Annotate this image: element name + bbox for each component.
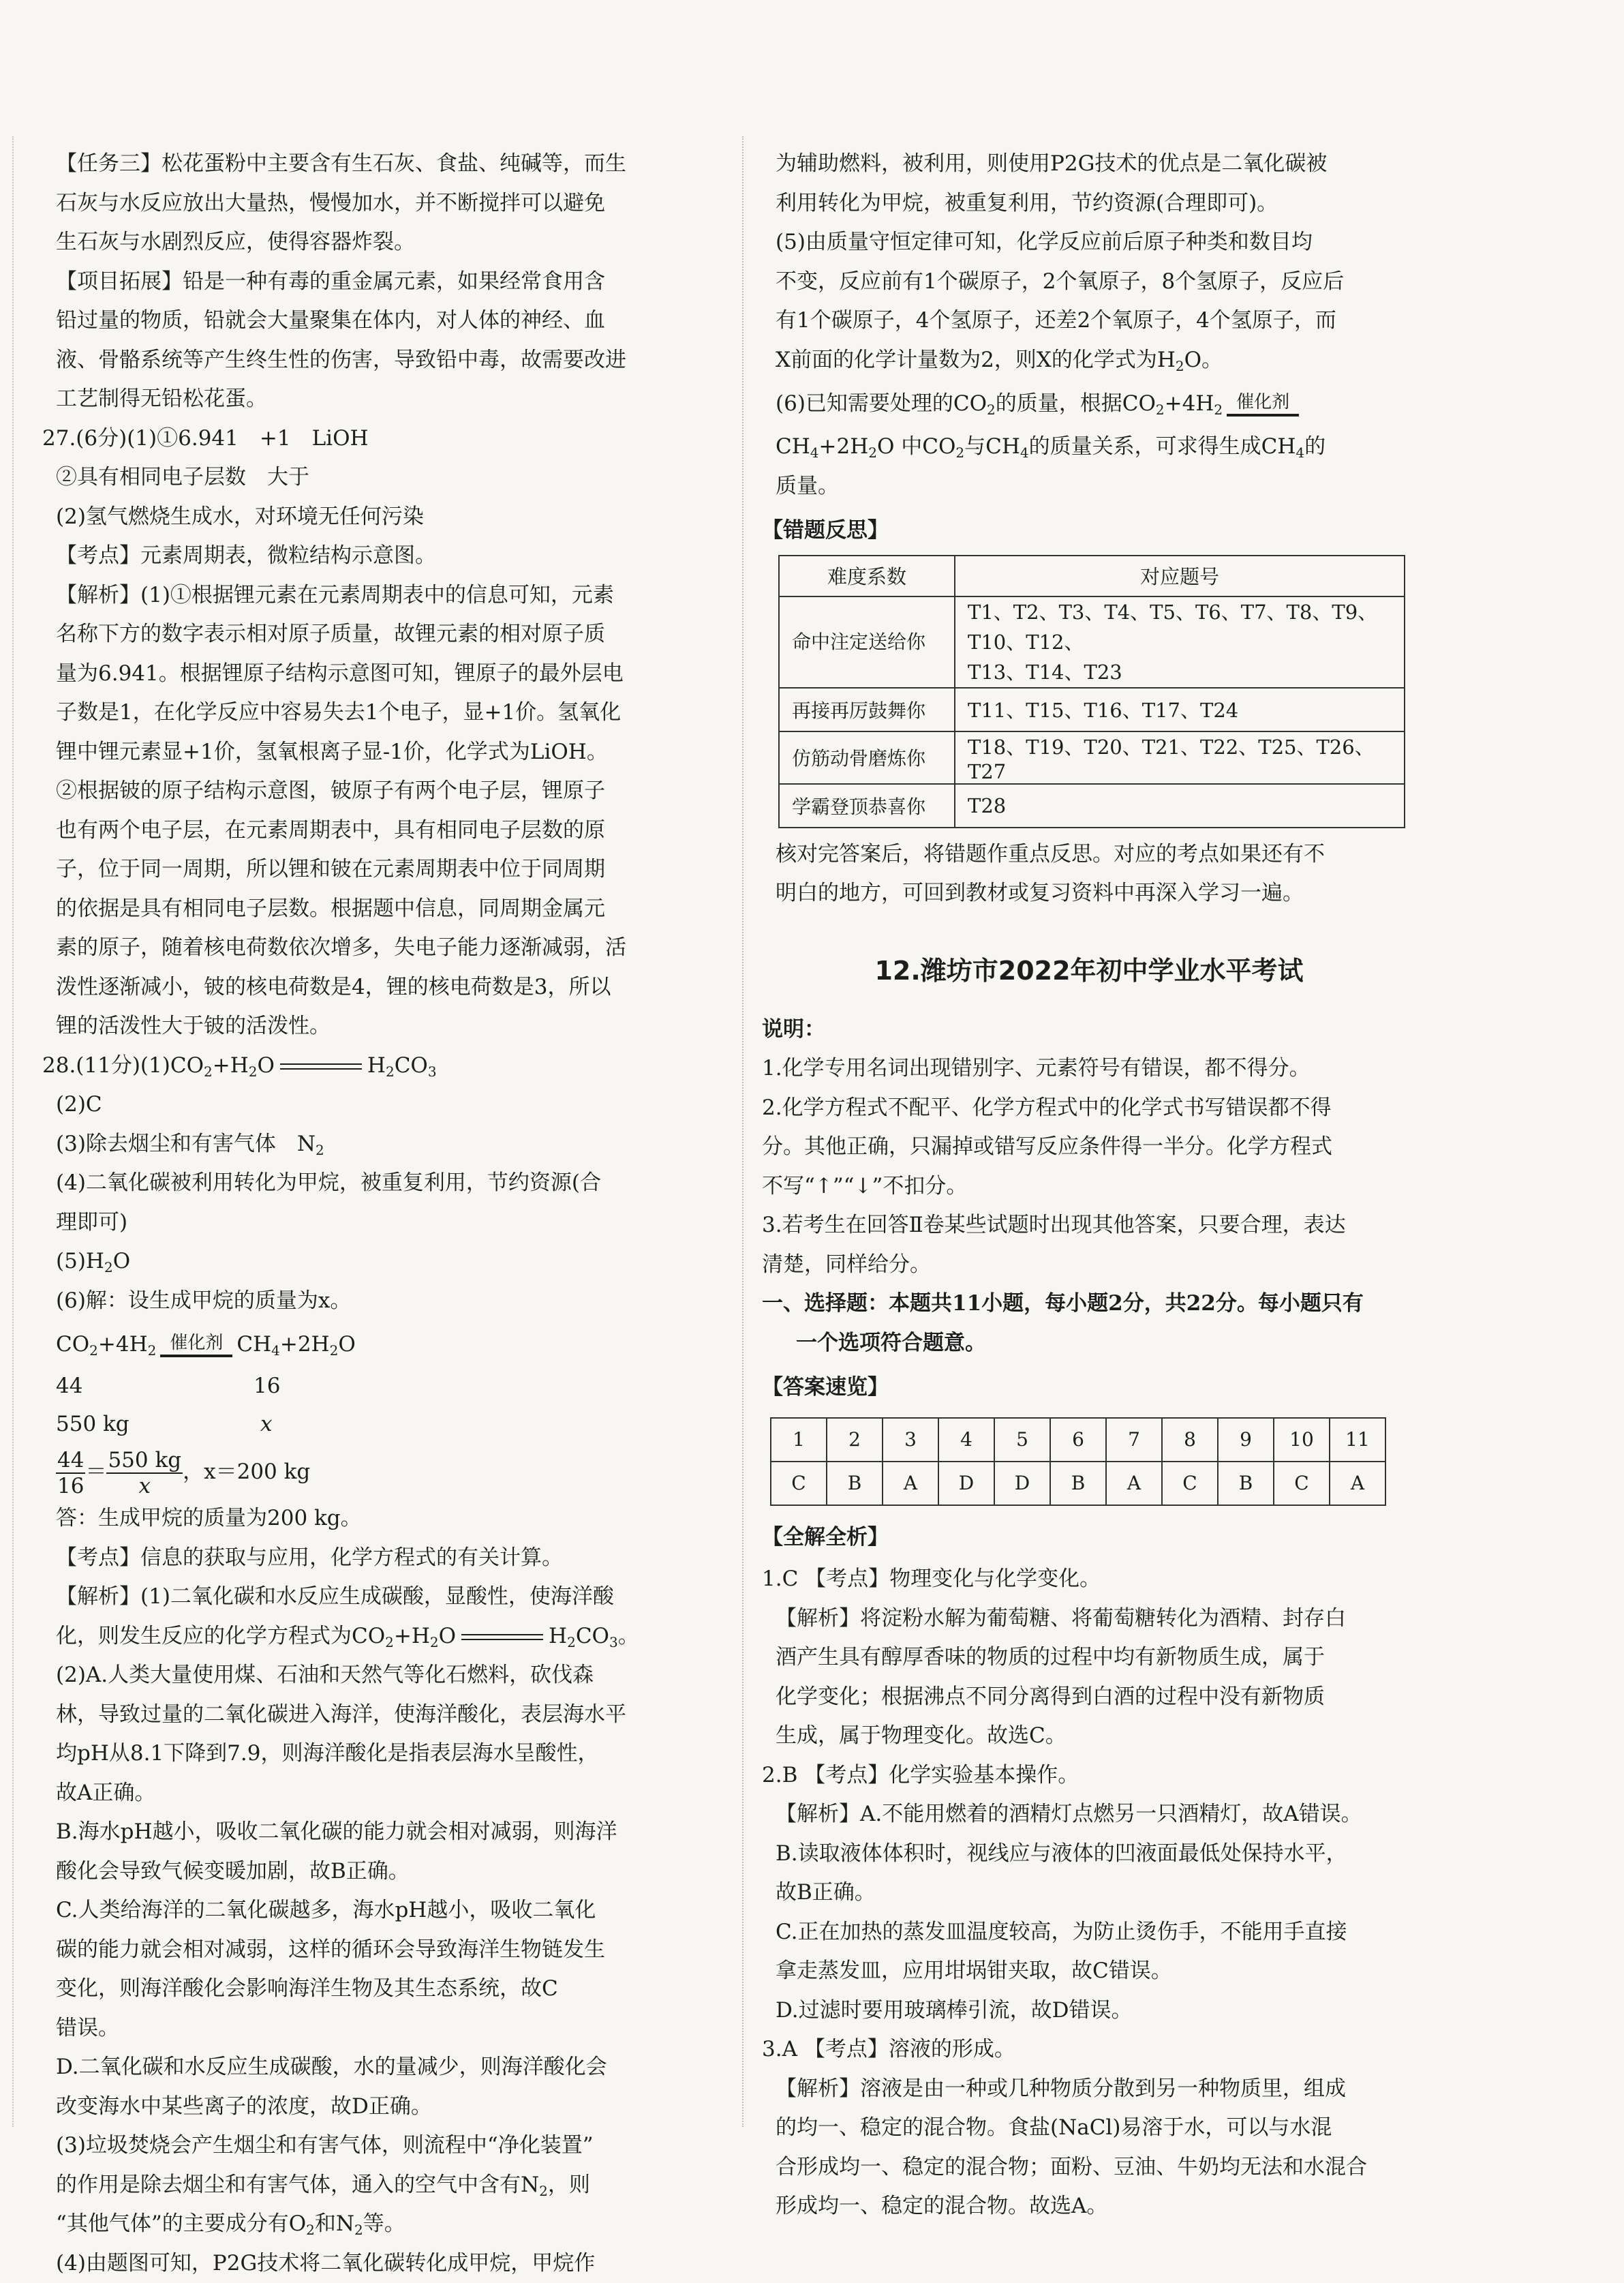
text-line: (6)已知需要处理的$CO_2$的质量，根据$CO_2+4H_2$ 催化剂 <box>762 380 1416 427</box>
text-line: 石灰与水反应放出大量热，慢慢加水，并不断搅拌可以避免 <box>42 184 724 224</box>
catalyst-label: 催化剂 <box>160 1331 232 1356</box>
fraction <box>106 1448 183 1498</box>
text-line: 明白的地方，可回到教材或复习资料中再深入学习一遍。 <box>762 874 1416 913</box>
text-span: 的 <box>1304 434 1326 459</box>
right-column <box>762 145 1416 2226</box>
text-line: 变化，则海洋酸化会影响海洋生物及其生态系统，故C <box>42 1969 724 2009</box>
mass-value: 44 <box>56 1368 254 1404</box>
text-line: 素的原子，随着核电荷数依次增多，失电子能力逐渐减弱，活 <box>42 928 724 968</box>
difficulty-cell: 仿筋动骨磨炼你 <box>779 731 955 784</box>
catalyst-arrow <box>1227 391 1299 419</box>
text-span: 等。 <box>363 2211 405 2236</box>
equals-sign <box>461 1634 543 1640</box>
text-span: (5)H <box>56 1249 104 1273</box>
text-line: (3)垃圾焚烧会产生烟尘和有害气体，则流程中“净化装置” <box>42 2126 724 2166</box>
table-row <box>779 596 1405 688</box>
text-span: (3)除去烟尘和有害气体 N <box>56 1132 316 1156</box>
result-text: ，x＝200 kg <box>183 1460 310 1484</box>
text-line: 【解析】(1)二氧化碳和水反应生成碳酸，显酸性，使海洋酸 <box>42 1577 724 1617</box>
text-line: 改变海水中某些离子的浓度，故D正确。 <box>42 2087 724 2127</box>
table-header-row <box>779 556 1405 596</box>
text-line: 均pH从8.1下降到7.9，则海洋酸化是指表层海水呈酸性， <box>42 1734 724 1774</box>
text-line: 生石灰与水剧烈反应，使得容器炸裂。 <box>42 223 724 262</box>
text-line: (5)由质量守恒定律可知，化学反应前后原子种类和数目均 <box>762 223 1416 262</box>
text-line: (2)A.人类大量使用煤、石油和天然气等化石燃料，砍伐森 <box>42 1656 724 1695</box>
denominator: x <box>106 1474 183 1498</box>
text-line: 锂的活泼性大于铍的活泼性。 <box>42 1007 724 1046</box>
answer-letter: C <box>1274 1462 1330 1505</box>
reflect-table <box>778 555 1405 828</box>
text-span: T1、T2、T3、T4、T5、T6、T7、T8、T9、T10、T12、 <box>968 601 1377 654</box>
text-line: 不变，反应前有1个碳原子，2个氧原子，8个氢原子，反应后 <box>762 262 1416 302</box>
text-line: 形成均一、稳定的混合物。故选A。 <box>762 2187 1416 2226</box>
table-header: 难度系数 <box>779 556 955 596</box>
text-line: ②根据铍的原子结构示意图，铍原子有两个电子层，锂原子 <box>42 772 724 811</box>
mass-actual-row <box>42 1404 724 1445</box>
text-line: 【解析】溶液是由一种或几种物质分散到另一种物质里，组成 <box>762 2070 1416 2109</box>
text-line: (4)二氧化碳被利用转化为甲烷，被重复利用，节约资源(合 <box>42 1164 724 1203</box>
answer-letter: A <box>1330 1462 1385 1505</box>
text-span: 的作用是除去烟尘和有害气体，通入的空气中含有N <box>56 2173 539 2197</box>
text-line: (3)除去烟尘和有害气体 $N_2$ <box>42 1125 724 1164</box>
text-span: T13、T14、T23 <box>968 661 1122 684</box>
answer-letter-row <box>771 1462 1385 1505</box>
text-span: 与CH <box>964 434 1020 459</box>
difficulty-cell: 命中注定送给你 <box>779 596 955 688</box>
answer-number: 8 <box>1162 1418 1218 1462</box>
text-line: (4)由题图可知，P2G技术将二氧化碳转化成甲烷，甲烷作 <box>42 2244 724 2283</box>
items-cell <box>955 596 1405 688</box>
text-line: 碳的能力就会相对减弱，这样的循环会导致海洋生物链发生 <box>42 1931 724 1970</box>
text-span: 的质量关系，可求得生成CH <box>1029 434 1296 459</box>
answer-table <box>770 1417 1386 1506</box>
text-line: 故B正确。 <box>762 1873 1416 1913</box>
answer-letter: B <box>1218 1462 1274 1505</box>
answer-letter: D <box>938 1462 994 1505</box>
catalyst-arrow <box>160 1331 232 1360</box>
mass-value: 16 <box>254 1374 280 1398</box>
answer-letter: A <box>1106 1462 1162 1505</box>
text-line: 化学变化；根据沸点不同分离得到白酒的过程中没有新物质 <box>762 1678 1416 1717</box>
left-column <box>42 145 724 2283</box>
fraction <box>56 1448 85 1498</box>
answer-number: 6 <box>1050 1418 1106 1462</box>
mass-value: 550 kg <box>56 1404 260 1445</box>
text-line: 的依据是具有相同电子层数。根据题中信息，同周期金属元 <box>42 890 724 929</box>
text-line: 理即可) <box>42 1203 724 1243</box>
answer-letter: B <box>1050 1462 1106 1505</box>
section-heading: 一、选择题：本题共11小题，每小题2分，共22分。每小题只有 <box>762 1284 1416 1324</box>
text-line: 拿走蒸发皿，应用坩埚钳夹取，故C错误。 <box>762 1952 1416 1991</box>
text-line: C.人类给海洋的二氧化碳越多，海水pH越小，吸收二氧化 <box>42 1891 724 1931</box>
text-line: 【解析】将淀粉水解为葡萄糖、将葡萄糖转化为酒精、封存白 <box>762 1599 1416 1639</box>
answer-number: 7 <box>1106 1418 1162 1462</box>
text-line: 3.A 【考点】溶液的形成。 <box>762 2030 1416 2070</box>
column-divider <box>742 136 744 2127</box>
proportion-equation: $\frac{44}{16}$ ＝ $\frac{550 kg}{x}$ ，x＝200 kg <box>42 1445 724 1499</box>
table-row <box>779 731 1405 784</box>
text-line: D.二氧化碳和水反应生成碳酸，水的量减少，则海洋酸化会 <box>42 2048 724 2087</box>
mass-ratio-row <box>42 1368 724 1404</box>
text-line: 【项目拓展】铅是一种有毒的重金属元素，如果经常食用含 <box>42 262 724 302</box>
answer-letter: D <box>994 1462 1050 1505</box>
numerator: 44 <box>56 1448 85 1474</box>
text-line: 子，位于同一周期，所以锂和铍在元素周期表中位于同周期 <box>42 850 724 890</box>
answer-letter: C <box>1162 1462 1218 1505</box>
difficulty-cell: 学霸登顶恭喜你 <box>779 784 955 828</box>
items-cell: T18、T19、T20、T21、T22、T25、T26、T27 <box>955 731 1405 784</box>
text-line: 林，导致过量的二氧化碳进入海洋，使海洋酸化，表层海水平 <box>42 1695 724 1735</box>
text-line: 酸化会导致气候变暖加剧，故B正确。 <box>42 1852 724 1892</box>
q27-answer-head: 27.(6分)(1)①6.941 +1 LiOH <box>42 419 724 459</box>
text-line: 锂中锂元素显+1价，氢氧根离子显-1价，化学式为LiOH。 <box>42 733 724 772</box>
text-span: 的质量，根据CO <box>996 391 1156 416</box>
text-line: ②具有相同电子层数 大于 <box>42 458 724 498</box>
text-line: 铅过量的物质，铅就会大量聚集在体内，对人体的神经、血 <box>42 301 724 341</box>
answer-letter: B <box>827 1462 883 1505</box>
q27-kaodian: 【考点】元素周期表，微粒结构示意图。 <box>42 536 724 576</box>
numerator: 550 kg <box>106 1448 183 1474</box>
quick-answer-title: 【答案速览】 <box>762 1368 1416 1408</box>
answer-number: 11 <box>1330 1418 1385 1462</box>
text-line: 质量。 <box>762 467 1416 507</box>
denominator: 16 <box>56 1474 85 1498</box>
exam-title: 12.潍坊市2022年初中学业水平考试 <box>762 950 1416 991</box>
text-line: 子数是1，在化学反应中容易失去1个电子，显+1价。氢氧化 <box>42 693 724 733</box>
text-span: 化，则发生反应的化学方程式为 <box>56 1624 352 1648</box>
items-cell: T28 <box>955 784 1405 828</box>
text-line: (2)C <box>42 1085 724 1125</box>
text-line: 有1个碳原子，4个氢原子，还差2个氧原子，4个氢原子，而 <box>762 301 1416 341</box>
text-line: 化，则发生反应的化学方程式为$CO_2+H_2O$ $H_2CO_3$。 <box>42 1617 724 1657</box>
text-span: 中CO <box>901 434 955 459</box>
text-line: 分。其他正确，只漏掉或错写反应条件得一半分。化学方程式 <box>762 1128 1416 1167</box>
answer-number-row <box>771 1418 1385 1462</box>
text-line: 液、骨骼系统等产生终生性的伤害，导致铅中毒，故需要改进 <box>42 341 724 380</box>
difficulty-cell: 再接再厉鼓舞你 <box>779 688 955 731</box>
text-line: X前面的化学计量数为2，则X的化学式为$H_2O$。 <box>762 341 1416 380</box>
text-line: (6)解：设生成甲烷的质量为x。 <box>42 1282 724 1321</box>
text-line: 量为6.941。根据锂原子结构示意图可知，锂原子的最外层电 <box>42 654 724 694</box>
answer-number: 3 <box>883 1418 938 1462</box>
text-line: 清楚，同样给分。 <box>762 1245 1416 1285</box>
text-line: 不写“↑”“↓”不扣分。 <box>762 1167 1416 1207</box>
text-line: 核对完答案后，将错题作重点反思。对应的考点如果还有不 <box>762 835 1416 875</box>
text-span: (6)已知需要处理的CO <box>776 391 987 416</box>
text-line: 生成，属于物理变化。故选C。 <box>762 1717 1416 1756</box>
table-row <box>779 784 1405 828</box>
text-line: B.读取液体体积时，视线应与液体的凹液面最低处保持水平， <box>762 1834 1416 1874</box>
note-title: 说明： <box>762 1010 1416 1050</box>
text-line: $(5)H_2O$ <box>42 1242 724 1282</box>
full-analysis-title: 【全解全析】 <box>762 1518 1416 1558</box>
text-span: ，则 <box>548 2173 590 2197</box>
page-edge-line <box>12 136 14 2127</box>
items-cell: T11、T15、T16、T17、T24 <box>955 688 1405 731</box>
reflect-title: 【错题反思】 <box>762 511 1416 551</box>
table-header: 对应题号 <box>955 556 1405 596</box>
q28-answer-head: 28.(11分)$(1)CO_2+H_2O$ $H_2CO_3$ <box>42 1046 724 1086</box>
answer-letter: A <box>883 1462 938 1505</box>
text-line: B.海水pH越小，吸收二氧化碳的能力就会相对减弱，则海洋 <box>42 1813 724 1852</box>
text-line: 错误。 <box>42 2009 724 2048</box>
answer-number: 10 <box>1274 1418 1330 1462</box>
text-line: 2.B 【考点】化学实验基本操作。 <box>762 1756 1416 1796</box>
text-line: 为辅助燃料，被利用，则使用P2G技术的优点是二氧化碳被 <box>762 145 1416 184</box>
table-row <box>779 688 1405 731</box>
text-span: “其他气体”的主要成分有O <box>56 2211 306 2236</box>
text-line: C.正在加热的蒸发皿温度较高，为防止烫伤手，不能用手直接 <box>762 1913 1416 1952</box>
text-span: 28.(11分)(1) <box>42 1053 170 1078</box>
text-line: “其他气体”的主要成分有$O_2$和$N_2$等。 <box>42 2205 724 2244</box>
text-line: 【解析】(1)①根据锂元素在元素周期表中的信息可知，元素 <box>42 576 724 616</box>
text-line: 答：生成甲烷的质量为200 kg。 <box>42 1499 724 1539</box>
answer-number: 4 <box>938 1418 994 1462</box>
text-line: 合形成均一、稳定的混合物；面粉、豆油、牛奶均无法和水混合 <box>762 2148 1416 2188</box>
text-line: 的作用是除去烟尘和有害气体，通入的空气中含有$N_2$，则 <box>42 2166 724 2205</box>
text-line: 工艺制得无铅松花蛋。 <box>42 380 724 419</box>
chemical-equation: $CO_2+4H_2$ 催化剂 $CH_4+2H_2O$ <box>42 1320 724 1368</box>
text-line: 2.化学方程式不配平、化学方程式中的化学式书写错误都不得 <box>762 1089 1416 1128</box>
text-line: (2)氢气燃烧生成水，对环境无任何污染 <box>42 498 724 537</box>
answer-number: 2 <box>827 1418 883 1462</box>
equals-sign <box>280 1063 362 1070</box>
answer-number: 1 <box>771 1418 827 1462</box>
text-line: 3.若考生在回答Ⅱ卷某些试题时出现其他答案，只要合理，表达 <box>762 1206 1416 1245</box>
answer-number: 9 <box>1218 1418 1274 1462</box>
answer-letter: C <box>771 1462 827 1505</box>
mass-value: x <box>260 1412 272 1436</box>
text-line: 也有两个电子层，在元素周期表中，具有相同电子层数的原 <box>42 811 724 851</box>
text-line: D.过滤时要用玻璃棒引流，故D错误。 <box>762 1991 1416 2031</box>
text-line: 利用转化为甲烷，被重复利用，节约资源(合理即可)。 <box>762 184 1416 224</box>
text-span: X前面的化学计量数为2，则X的化学式为H <box>776 348 1176 372</box>
text-line: $CH_4+2H_2O$ 中$CO_2$与$CH_4$的质量关系，可求得生成$CH_4$的 <box>762 427 1416 467</box>
text-line: 酒产生具有醇厚香味的物质的过程中均有新物质生成，属于 <box>762 1638 1416 1678</box>
text-line: 故A正确。 <box>42 1774 724 1813</box>
text-line: 【任务三】松花蛋粉中主要含有生石灰、食盐、纯碱等，而生 <box>42 145 724 184</box>
text-line: 【解析】A.不能用燃着的酒精灯点燃另一只酒精灯，故A错误。 <box>762 1795 1416 1834</box>
text-line: 1.化学专用名词出现错别字、元素符号有错误，都不得分。 <box>762 1049 1416 1089</box>
text-line: 名称下方的数字表示相对原子质量，故锂元素的相对原子质 <box>42 615 724 654</box>
text-span: 和N <box>315 2211 354 2236</box>
text-line: 的均一、稳定的混合物。食盐(NaCl)易溶于水，可以与水混 <box>762 2108 1416 2148</box>
answer-number: 5 <box>994 1418 1050 1462</box>
q28-kaodian: 【考点】信息的获取与应用，化学方程式的有关计算。 <box>42 1539 724 1578</box>
text-line: 泼性逐渐减小，铍的核电荷数是4，锂的核电荷数是3，所以 <box>42 968 724 1008</box>
catalyst-label: 催化剂 <box>1227 391 1299 415</box>
section-heading: 一个选项符合题意。 <box>762 1324 1416 1363</box>
text-line: 1.C 【考点】物理变化与化学变化。 <box>762 1560 1416 1599</box>
